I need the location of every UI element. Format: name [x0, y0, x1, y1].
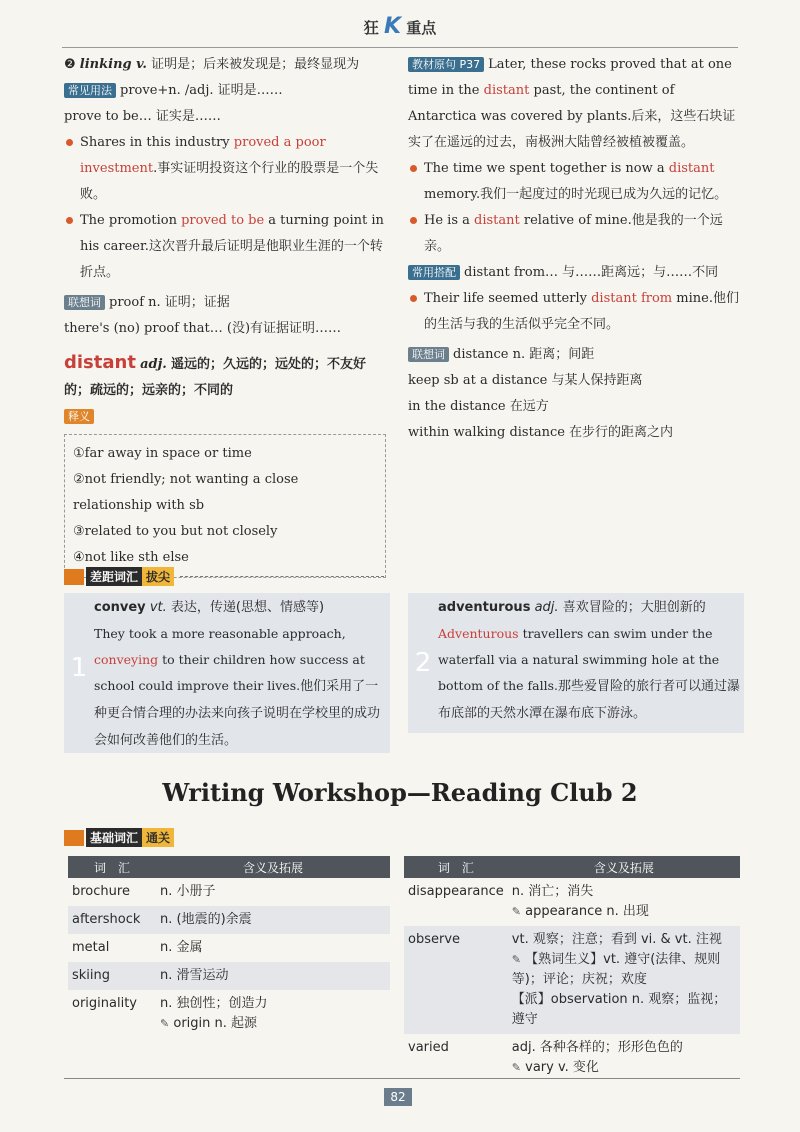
- definition-tag: 释义: [64, 409, 94, 424]
- definition-item: ④not like sth else: [73, 550, 189, 565]
- entry-number: ❷: [64, 57, 76, 72]
- footer-rule: [64, 1078, 740, 1079]
- entry-meaning: 证明是；后来被发现是；最终显现为: [151, 57, 360, 72]
- entry-number: 2: [414, 648, 432, 678]
- book-icon: [64, 569, 84, 585]
- example: Their life seemed utterly distant from mine.他们的生活与我的生活似乎完全不同。: [408, 286, 742, 338]
- example: He is a distant relative of mine.他是我的一个远亲。: [408, 208, 742, 260]
- usage-line: prove+n. /adj. 证明是……: [120, 83, 283, 98]
- page-number: 82: [384, 1088, 412, 1106]
- association-line: proof n. 证明；证据: [109, 295, 230, 310]
- prove-entry: [64, 52, 386, 78]
- example: The promotion proved to be a turning point in his career.这次晋升最后证明是他职业生涯的一个转折点。: [64, 208, 386, 286]
- source-sentence: 教材原句 P37 Later, these rocks proved that at one time in the distant past, the continent of Antarctica was covered by plants.后来，这些石块证实了在遥远的过去，南极洲大陆曾经被植被覆盖。: [408, 57, 736, 150]
- definition-box: [64, 434, 386, 578]
- definition-item: ③related to you but not closely: [73, 524, 278, 539]
- gap-vocab-header: 差距词汇 拔尖: [64, 567, 384, 586]
- entry-number: 1: [70, 653, 88, 683]
- association-tag: 联想词: [408, 347, 449, 362]
- association-line: in the distance 在远方: [408, 399, 549, 414]
- example: The time we spent together is now a distant memory.我们一起度过的时光现已成为久远的记忆。: [408, 156, 742, 208]
- convey-box: 1 convey vt. 表达，传递(思想、情感等) They took a more reasonable approach, conveying to their children how success at school could improve their lives.他们采用了一种更合情合理的办法来向孩子说明在学校里的成功会如何改善他们的生活。: [64, 593, 390, 753]
- vocab-table-left: 词 汇 含义及拓展 brochure n. 小册子 aftershock n. (地震的)余震 metal n. 金属 skiing n. 滑雪运动 originality n. 独创性；创造力 ✎ origin n. 起源: [68, 856, 390, 1038]
- association-line: within walking distance 在步行的距离之内: [408, 425, 674, 440]
- collocation-tag: 常用搭配: [408, 265, 460, 280]
- header-right: 重点: [406, 19, 437, 37]
- definition-item: ①far away in space or time: [73, 446, 252, 461]
- collocation-line: distant from… 与……距离远；与……不同: [464, 265, 719, 280]
- basic-vocab-header: 基础词汇 通关: [64, 828, 740, 847]
- source-tag: 教材原句 P37: [408, 57, 484, 72]
- association-line: distance n. 距离；间距: [453, 347, 595, 362]
- entry-word: linking v.: [79, 57, 147, 72]
- book-icon: [64, 830, 84, 846]
- example: Shares in this industry proved a poor investment.事实证明投资这个行业的股票是一个失败。: [64, 130, 386, 208]
- example: They took a more reasonable approach, conveying to their children how success at school could improve their lives.他们采用了一种更合情合理的办法来向孩子说明在学校里的成功会如何改善他们的生活。: [94, 626, 381, 748]
- header-rule: [62, 47, 738, 48]
- entry-pos: adj.: [140, 357, 167, 372]
- pencil-icon: ✎: [511, 953, 521, 966]
- definition-item: ②not friendly; not wanting a close relationship with sb: [73, 472, 299, 513]
- entry-word: distant: [64, 352, 136, 373]
- right-column: [408, 52, 742, 446]
- vocab-table-right: 词 汇 含义及拓展 disappearance n. 消亡；消失 ✎ appearance n. 出现 observe vt. 观察；注意；看到 vi. & vt. 注视 ✎ 【熟词生义】vt. 遵守(法律、规则等)；评论；庆祝；欢度 【派】observation n. 观察；监视；遵守 varied adj. 各种各样的；形形色色的 ✎ vary v. 变化: [404, 856, 740, 1082]
- adventurous-box: 2 adventurous adj. 喜欢冒险的；大胆创新的 Adventurous travellers can swim under the waterfall via a natural swimming hole at the bottom of the falls.那些爱冒险的旅行者可以通过瀑布底部的天然水潭在瀑布底下游泳。: [408, 593, 744, 733]
- example: Adventurous travellers can swim under the waterfall via a natural swimming hole at the bottom of the falls.那些爱冒险的旅行者可以通过瀑布底部的天然水潭在瀑布底下游泳。: [438, 626, 740, 721]
- association-tag: 联想词: [64, 295, 105, 310]
- association-line: there's (no) proof that… (没)有证据证明……: [64, 321, 342, 336]
- header-k-logo: K: [383, 14, 402, 39]
- pencil-icon: ✎: [511, 1061, 521, 1074]
- usage-tag: 常见用法: [64, 83, 116, 98]
- running-header: [0, 14, 800, 39]
- header-left: 狂: [363, 19, 379, 37]
- entry-word: convey: [94, 600, 146, 615]
- entry-meaning: 遥远的；久远的；远处的；不友好的；疏远的；远亲的；不同的: [64, 357, 366, 398]
- association-line: keep sb at a distance 与某人保持距离: [408, 373, 643, 388]
- pencil-icon: ✎: [511, 905, 521, 918]
- left-column: [64, 52, 386, 578]
- usage-line: prove to be… 证实是……: [64, 109, 221, 124]
- section-title: Writing Workshop—Reading Club 2: [162, 778, 638, 807]
- entry-word: adventurous: [438, 600, 531, 615]
- pencil-icon: ✎: [160, 1017, 170, 1030]
- distant-entry: [64, 350, 386, 404]
